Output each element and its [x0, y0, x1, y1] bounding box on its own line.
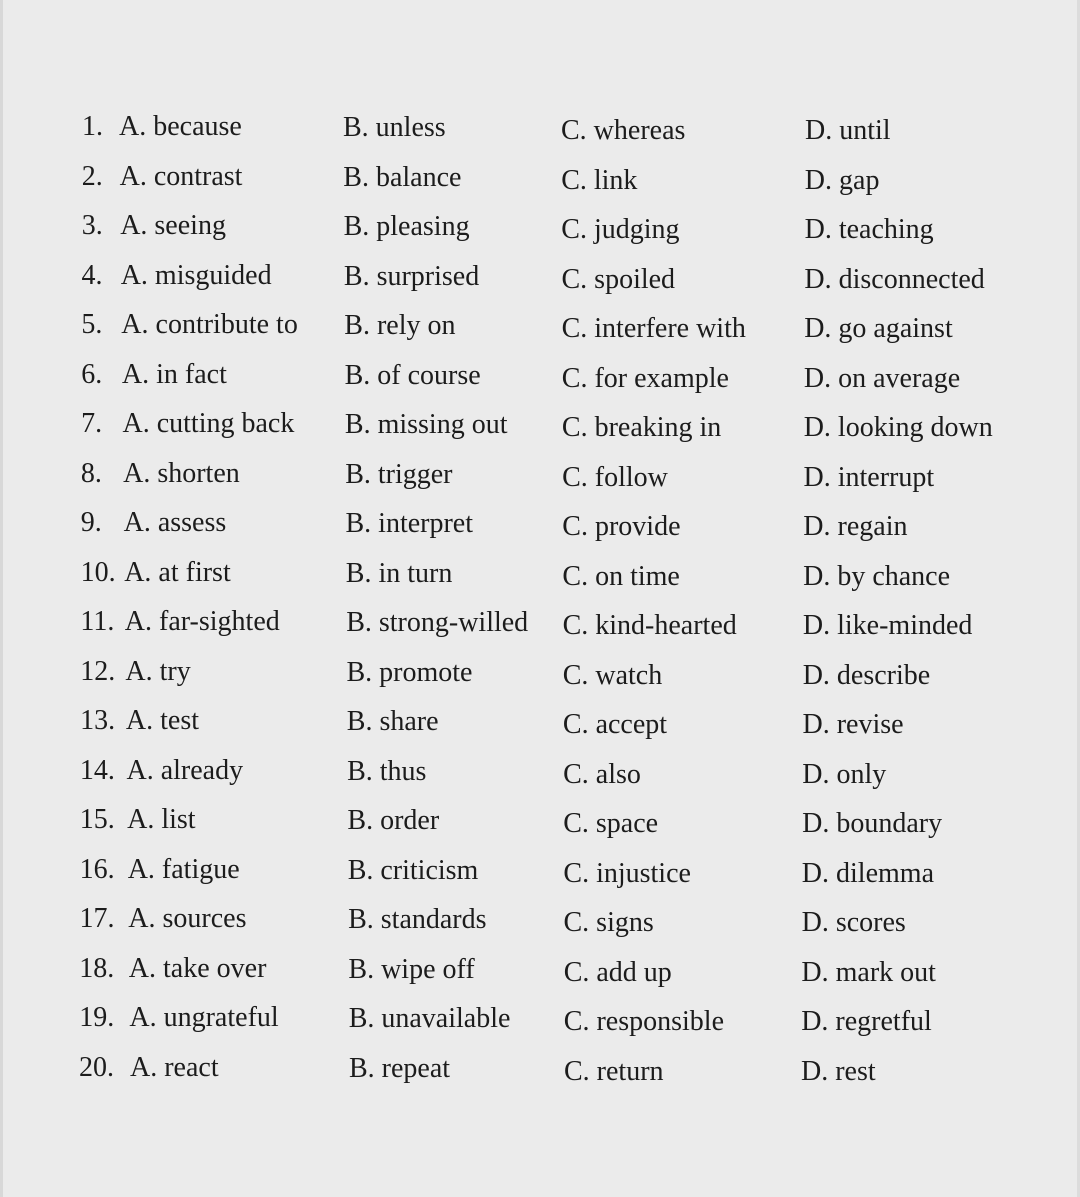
question-row — [0, 305, 1080, 345]
question-number: 8. — [80, 457, 102, 489]
question-number: 11. — [80, 606, 115, 638]
option-d: D. until — [805, 115, 891, 146]
option-b: B. balance — [343, 161, 462, 193]
option-a: A. seeing — [120, 210, 226, 242]
option-d: D. by chance — [803, 560, 951, 592]
option-a: A. list — [127, 804, 196, 836]
option-c: C. judging — [561, 214, 680, 246]
question-number: 6. — [81, 358, 103, 390]
question-row — [0, 503, 1080, 543]
option-d: D. on average — [803, 362, 961, 394]
question-number: 7. — [81, 408, 103, 440]
option-d: D. dilemma — [801, 857, 934, 889]
option-d: D. regain — [803, 511, 908, 543]
question-number: 12. — [80, 655, 116, 687]
question-number: 13. — [80, 705, 116, 737]
option-b: B. criticism — [347, 854, 479, 886]
question-row — [0, 256, 1080, 296]
question-row — [0, 998, 1080, 1038]
option-b: B. unavailable — [348, 1003, 511, 1035]
question-number: 14. — [79, 754, 115, 786]
option-b: B. pleasing — [343, 211, 470, 243]
question-number: 18. — [79, 952, 115, 984]
question-number: 4. — [81, 259, 103, 291]
option-c: C. also — [563, 758, 641, 790]
question-number: 17. — [79, 903, 115, 935]
question-row — [0, 404, 1080, 444]
option-c: C. kind-hearted — [562, 610, 737, 642]
option-b: B. share — [346, 706, 439, 738]
option-d: D. only — [802, 758, 887, 790]
option-b: B. thus — [347, 755, 427, 787]
option-a: A. assess — [123, 507, 227, 539]
question-row — [0, 899, 1080, 939]
question-row — [0, 652, 1080, 692]
option-b: B. order — [347, 805, 440, 837]
question-row — [0, 949, 1080, 989]
option-a: A. take over — [128, 952, 267, 984]
question-row — [0, 454, 1080, 494]
question-row — [0, 800, 1080, 840]
question-number: 3. — [81, 210, 103, 242]
option-b: B. trigger — [345, 458, 453, 490]
option-c: C. injustice — [563, 857, 691, 889]
question-number: 15. — [79, 804, 115, 836]
option-b: B. rely on — [344, 310, 456, 342]
option-a: A. sources — [128, 903, 247, 935]
option-a: A. cutting back — [122, 408, 295, 440]
option-d: D. boundary — [802, 808, 943, 840]
option-c: C. whereas — [561, 115, 686, 146]
option-c: C. follow — [562, 461, 668, 493]
option-b: B. strong-willed — [346, 607, 529, 639]
question-row — [0, 107, 1080, 147]
option-d: D. revise — [802, 709, 904, 741]
option-b: B. repeat — [349, 1053, 451, 1084]
option-a: A. shorten — [123, 457, 240, 489]
option-c: C. return — [564, 1056, 664, 1087]
question-row — [0, 553, 1080, 593]
question-row — [0, 157, 1080, 197]
option-b: B. unless — [343, 112, 446, 143]
question-row — [0, 850, 1080, 890]
question-number: 1. — [82, 111, 103, 142]
option-d: D. regretful — [801, 1006, 932, 1038]
option-d: D. go against — [804, 313, 953, 345]
question-number: 20. — [79, 1052, 114, 1083]
option-a: A. fatigue — [127, 853, 240, 885]
option-c: C. for example — [561, 362, 729, 394]
question-number: 2. — [81, 160, 103, 192]
question-number: 9. — [80, 507, 102, 539]
question-row — [0, 355, 1080, 395]
option-d: D. teaching — [804, 214, 934, 246]
option-a: A. contribute to — [121, 309, 298, 341]
option-c: C. space — [563, 808, 659, 840]
option-d: D. mark out — [801, 956, 936, 988]
option-c: C. spoiled — [561, 263, 676, 295]
option-a: A. because — [119, 111, 242, 142]
option-c: C. accept — [562, 709, 668, 741]
option-c: C. provide — [562, 511, 681, 543]
option-c: C. add up — [563, 956, 672, 988]
option-d: D. gap — [804, 164, 880, 196]
option-b: B. interpret — [345, 508, 474, 540]
question-row — [0, 602, 1080, 642]
option-a: A. misguided — [120, 259, 272, 291]
option-d: D. interrupt — [803, 461, 935, 493]
question-row — [0, 701, 1080, 741]
option-a: A. test — [125, 705, 199, 737]
option-d: D. describe — [802, 659, 931, 691]
option-d: D. like-minded — [802, 610, 973, 642]
question-number: 10. — [80, 556, 116, 588]
option-a: A. react — [130, 1052, 219, 1083]
option-c: C. responsible — [563, 1006, 725, 1038]
option-a: A. try — [125, 655, 191, 687]
question-row — [0, 206, 1080, 246]
option-c: C. signs — [563, 907, 654, 939]
option-d: D. rest — [801, 1056, 876, 1087]
option-a: A. in fact — [121, 358, 227, 390]
option-b: B. wipe off — [348, 953, 475, 985]
option-c: C. link — [561, 164, 638, 196]
option-b: B. of course — [344, 359, 481, 391]
option-d: D. looking down — [803, 412, 993, 444]
option-d: D. disconnected — [804, 263, 985, 295]
option-c: C. interfere with — [561, 313, 746, 345]
option-c: C. watch — [562, 659, 663, 691]
question-row — [0, 1048, 1080, 1088]
option-b: B. missing out — [344, 409, 508, 441]
option-a: A. contrast — [119, 160, 243, 192]
question-number: 5. — [81, 309, 103, 341]
question-row — [0, 751, 1080, 791]
option-a: A. already — [126, 754, 244, 786]
option-a: A. at first — [124, 556, 231, 588]
option-c: C. breaking in — [561, 412, 722, 444]
question-number: 16. — [79, 853, 115, 885]
option-d: D. scores — [801, 907, 906, 939]
option-a: A. ungrateful — [129, 1002, 279, 1034]
option-b: B. in turn — [345, 557, 453, 589]
option-c: C. on time — [562, 560, 680, 592]
option-b: B. promote — [346, 656, 473, 688]
option-b: B. standards — [348, 904, 487, 936]
option-b: B. surprised — [343, 260, 480, 292]
option-a: A. far-sighted — [124, 606, 280, 638]
question-number: 19. — [79, 1002, 115, 1034]
